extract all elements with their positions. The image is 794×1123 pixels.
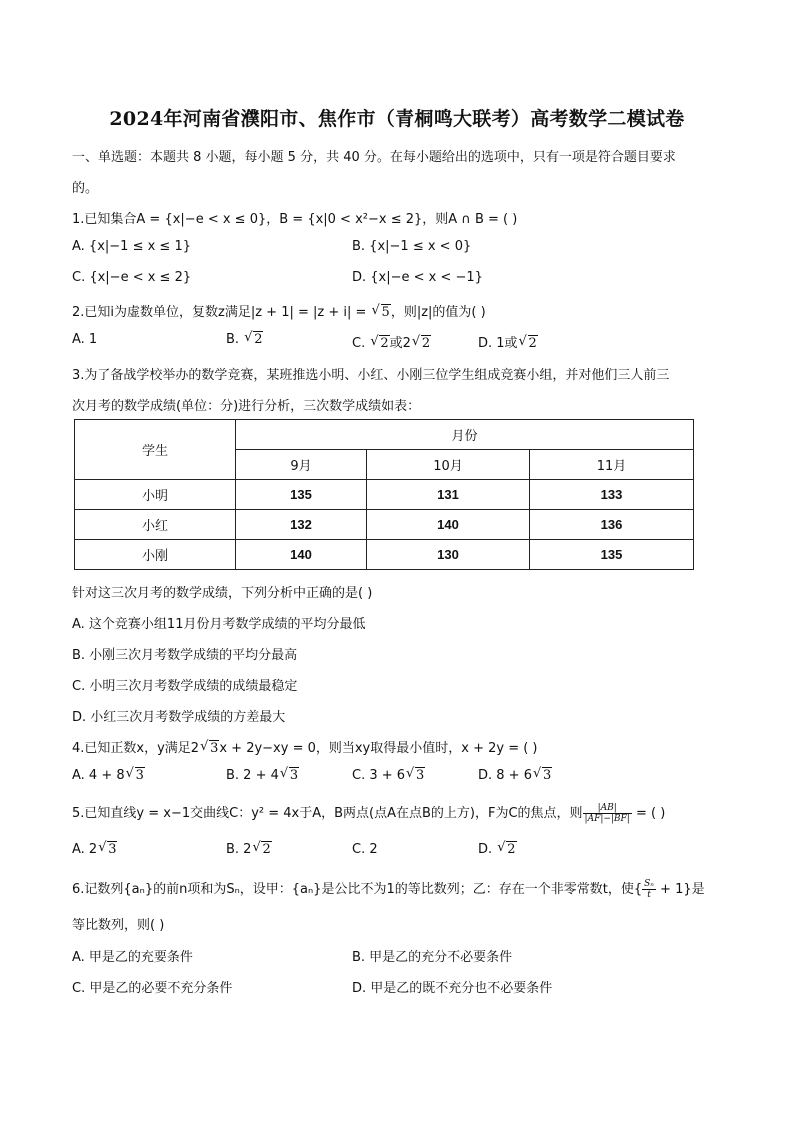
table-row — [75, 510, 694, 540]
table-cell-name: 小明 — [75, 480, 236, 510]
table-cell: 131 — [367, 480, 530, 510]
table-cell: 135 — [530, 540, 694, 570]
sqrt-icon: √ 2 — [412, 336, 431, 351]
sqrt-icon: √ 3 — [98, 842, 117, 857]
q6-option-b: B. 甲是乙的充分不必要条件 — [352, 950, 513, 965]
table-cell: 140 — [367, 510, 530, 540]
table-cell: 140 — [236, 540, 367, 570]
q5-stem: 5.已知直线y = x−1交曲线C：y² = 4x于A，B两点(点A在点B的上方)，F为C的焦点，则 $\frac{|AB|}{|AF|-|BF|}$ = ( ) — [72, 803, 666, 824]
sqrt-icon: √ 3 — [200, 741, 219, 756]
q6-option-a: A. 甲是乙的充要条件 — [72, 950, 193, 965]
table-header-student: 学生 — [75, 420, 236, 480]
q3-option-b: B. 小刚三次月考数学成绩的平均分最高 — [72, 648, 298, 663]
scores-table — [74, 419, 694, 570]
table-header-month: 月份 — [236, 420, 694, 450]
q4-option-c: C. 3 + 6√ 3 — [352, 768, 425, 783]
q2-stem-part2: ，则|z|的值为( ) — [390, 305, 486, 320]
table-cell: 133 — [530, 480, 694, 510]
q1-option-a: A. {x|−1 ≤ x ≤ 1} — [72, 239, 191, 254]
sqrt-icon: √ 2 — [370, 336, 389, 351]
q5-option-c: C. 2 — [352, 842, 378, 857]
table-cell: 132 — [236, 510, 367, 540]
table-cell-name: 小刚 — [75, 540, 236, 570]
table-row — [75, 480, 694, 510]
sqrt-icon: √ 2 — [252, 842, 271, 857]
table-cell-name: 小红 — [75, 510, 236, 540]
q5-option-d: D. √ 2 — [478, 842, 517, 857]
q2-option-d: D. 1或√ 2 — [478, 332, 538, 351]
q6-stem-line1: 6.记数列{aₙ}的前n项和为Sₙ，设甲：{aₙ}是公比不为1的等比数列；乙：存在一个非零常数t，使{ $\frac{\text{Sₙ}}{t}$ + 1}是 — [72, 879, 705, 900]
q2-option-c: C. √ 2或2√ 2 — [352, 332, 431, 351]
q3-option-c: C. 小明三次月考数学成绩的成绩最稳定 — [72, 679, 298, 694]
table-header-cell: 11月 — [530, 450, 694, 480]
q1-stem: 1.已知集合A = {x|−e < x ≤ 0}，B = {x|0 < x²−x ≤ 2}，则A ∩ B = ( ) — [72, 212, 518, 227]
sqrt-icon: √ 2 — [244, 332, 263, 347]
q6-option-c: C. 甲是乙的必要不充分条件 — [72, 981, 233, 996]
fraction: $\frac{\text{Sₙ}}{t}$ — [644, 879, 654, 900]
table-cell: 135 — [236, 480, 367, 510]
q4-option-a: A. 4 + 8√ 3 — [72, 768, 145, 783]
q3-question: 针对这三次月考的数学成绩，下列分析中正确的是( ) — [72, 586, 373, 601]
q3-option-d: D. 小红三次月考数学成绩的方差最大 — [72, 710, 286, 725]
q3-stem-line2: 次月考的数学成绩(单位：分)进行分析，三次数学成绩如表： — [72, 399, 421, 414]
q3-option-a: A. 这个竞赛小组11月份月考数学成绩的平均分最低 — [72, 617, 366, 632]
q6-option-d: D. 甲是乙的既不充分也不必要条件 — [352, 981, 553, 996]
q1-option-d: D. {x|−e < x < −1} — [352, 270, 483, 285]
q5-option-a: A. 2√ 3 — [72, 842, 117, 857]
q5-option-b: B. 2√ 2 — [226, 842, 272, 857]
table-header-cell: 9月 — [236, 450, 367, 480]
page-title: 2024年河南省濮阳市、焦作市（青桐鸣大联考）高考数学二模试卷 — [109, 108, 685, 130]
sqrt-icon: √ 3 — [126, 768, 145, 783]
table-header-cell: 10月 — [367, 450, 530, 480]
q2-option-b: B. √ 2 — [226, 332, 263, 347]
q4-option-b: B. 2 + 4√ 3 — [226, 768, 299, 783]
sqrt-icon: √ 3 — [533, 768, 552, 783]
q1-option-c: C. {x|−e < x ≤ 2} — [72, 270, 192, 285]
section-instruction-line2: 的。 — [72, 181, 99, 196]
table-row — [75, 540, 694, 570]
sqrt-icon: √ 2 — [497, 842, 516, 857]
q2-stem-part1: 2.已知i为虚数单位，复数z满足|z + 1| = |z + i| = — [72, 305, 371, 320]
sqrt-icon: √ 2 — [519, 336, 538, 351]
table-cell: 136 — [530, 510, 694, 540]
table-cell: 130 — [367, 540, 530, 570]
fraction: $\frac{|AB|}{|AF|-|BF|}$ — [584, 803, 630, 824]
q6-stem-line2: 等比数列，则( ) — [72, 918, 165, 933]
q3-stem-line1: 3.为了备战学校举办的数学竞赛，某班推选小明、小红、小刚三位学生组成竞赛小组，并对他们三人前三 — [72, 368, 670, 383]
sqrt-icon: √ 3 — [406, 768, 425, 783]
sqrt-icon: √ 5 — [372, 305, 391, 320]
sqrt-icon: √ 3 — [280, 768, 299, 783]
q2-option-a: A. 1 — [72, 332, 98, 347]
q4-stem: 4.已知正数x，y满足2√ 3x + 2y−xy = 0，则当xy取得最小值时，x + 2y = ( ) — [72, 737, 538, 756]
q4-option-d: D. 8 + 6√ 3 — [478, 768, 552, 783]
q1-option-b: B. {x|−1 ≤ x < 0} — [352, 239, 472, 254]
q2-stem — [72, 301, 486, 320]
section-instruction-line1: 一、单选题：本题共 8 小题，每小题 5 分，共 40 分。在每小题给出的选项中，只有一项是符合题目要求 — [72, 150, 676, 165]
